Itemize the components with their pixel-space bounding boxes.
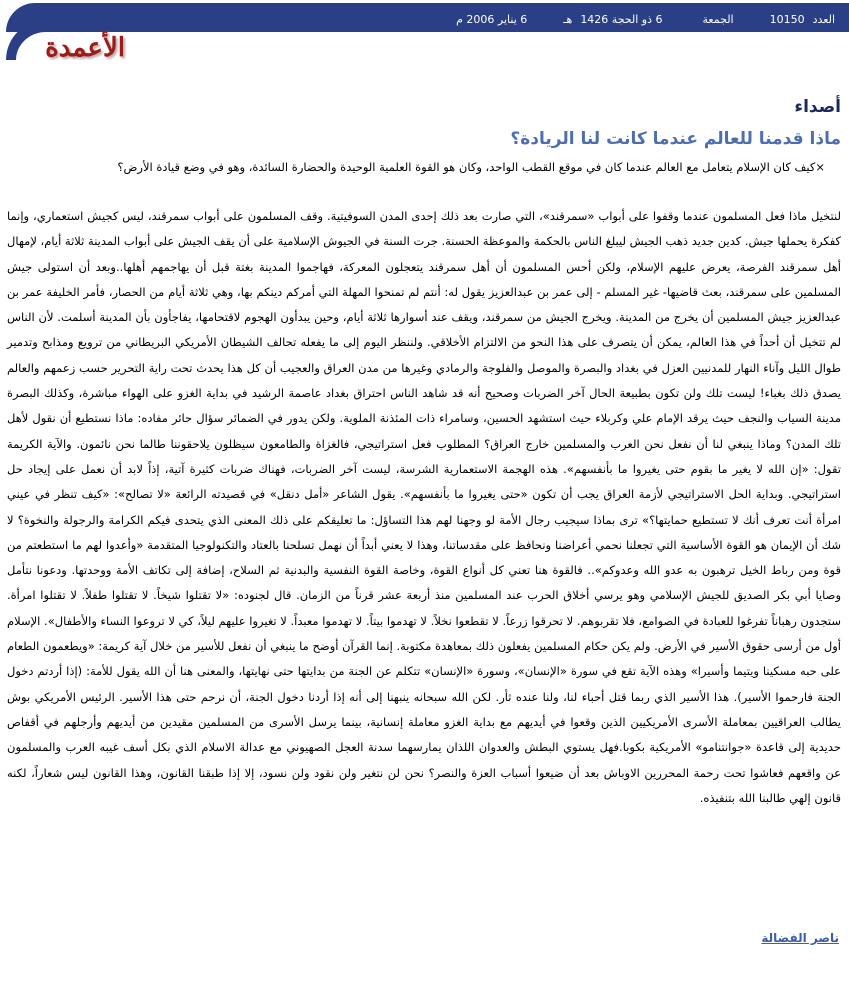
- section-title-logo: الأعمدة: [45, 33, 125, 63]
- hijri-suffix: هـ: [563, 13, 573, 26]
- issue-info: [456, 13, 835, 26]
- weekday: الجمعة: [702, 13, 734, 26]
- hijri-date: 6 ذو الحجة 1426: [580, 13, 663, 26]
- issue-label: العدد: [812, 13, 835, 26]
- article-headline: ماذا قدمنا للعالم عندما كانت لنا الريادة؟: [510, 129, 841, 149]
- column-name: أصداء: [794, 97, 841, 117]
- article-body: لنتخيل ماذا فعل المسلمون عندما وقفوا على أبواب «سمرقند»، التي صارت بعد ذلك إحدى المدن السوفيتية. وقف المسلمون على أبواب سمرقند، ليس كجيش استعماري، وإنما كفكرة يحملها جيش. كدين جديد ذهب الجيش ليبلغ الناس بالحكمة والموعظة الحسنة. جرت السنة في الجيوش الإسلامية على أن يقف الجيش على أبواب المدينة ثلاثة أيام، لإمهال أهل سمرقند الفرصة، يعرض عليهم الإسلام، ولكن أحس المسلمون أن أهل سمرقند يتعجلون المعركة، فهاجموا المدينة بغتة قبل أن يهاجمهم أهلها..وبعد أن استولى جيش المسلمين على سمرقند، بعث قاضيها- غير المسلم - إلى عمر بن عبدالعزيز يقول له: أنتم لم تمنحوا المهلة التي أمركم دينكم بها، وهي ثلاثة أيام من الحصار، فأمر الخليفة عمر بن عبدالعزيز جيش المسلمين أن يخرج من المدينة. ويخرج الجيش من سمرقند، ويقف عند أسوارها ثلاثة أيام، وحين يبدأون الهجوم لاقتحامها، يفاجأون بأن المدينة أسلمت. لأن الناس لم تتخيل أن أحداً في هذا العالم، يمكن أن يتصرف على هذا النحو من الالتزام الأخلاقي. ولننظر اليوم إلى ما يفعله تحالف الشيطان الأمريكي البريطاني من ترويع ومذابح وتدمير طوال الليل وآناء النهار للمدنيين العزل في بغداد والبصرة والموصل والفلوجة والرمادي وغيرها من مدن العراق والعجيب أن كل هذا يحدث تحت راية التحرير حسب زعمهم والعالم يصدق ذلك بغباء! ليست تلك ولن تكون بطبيعة الحال آخر الضربات وصحيح أنه قد شاهد الناس احتراق بغداد عاصمة الرشيد في بداية الغزو على الهواء مباشرة، وكذلك البصرة مدينة السياب والنجف حيث يرقد الإمام علي وكربلاء حيث استشهد الحسين، وسامراء ذات المئذنة الملوية. ولكن يدور في الضمائر سؤال حائر مفاده: ماذا نستطيع أن نقول لأهل تلك المدن؟ وماذا ينبغي لنا أن نفعل نحن العرب والمسلمين خارج العراق؟ المطلوب فعل استراتيجي، فالغزاة والطامعون سيظلون يلاحقوننا طالما نحن نائمون. والآية الكريمة تقول: «إن الله لا يغير ما بقوم حتى يغيروا ما بأنفسهم». هذه الهجمة الاستعمارية الشرسة، ليست آخر الضربات، فهناك ضربات كثيرة آتية، إذاً لابد أن نعمل على إيجاد حل استراتيجي. وبداية الحل الاستراتيجي لأزمة العراق يجب أن تكون «حتى يغيروا ما بأنفسهم». يقول الشاعر «أمل دنقل» في قصيدته الرائعة «لا تصالح»: «كيف تنظر في عيني امرأة أنت تعرف أنك لا تستطيع حمايتها؟» ترى بماذا سيجيب رجال الأمة لو وجهنا لهم هذا التساؤل: ما تعليقكم على ذلك المعنى الذي يتحدى فيكم الكرامة والرجولة والنخوة؟ لا شك أن الإيمان هو القوة الأساسية التي تجعلنا نحمي أعراضنا ونحافظ على مقدساتنا، وهذا لا يعني أبداً أن نهمل تسلحنا بالعتاد والتكنولوجيا المتقدمة «وأعدوا لهم ما استطعتم من قوة ومن رباط الخيل ترهبون به عدو الله وعدوكم».. فالقوة هنا تعني كل أنواع القوة، وخاصة القوة النفسية والبدنية ثم السلاح، إضافة إلى تكاتف الأمة ووحدتها. ودعونا نتأمل وصايا أبي بكر الصديق للجيش الإسلامي وهو يرسي أخلاق الحرب عند المسلمين منذ أربعة عشر قرناً من الزمان. قال لجنوده: «لا تقتلوا شيخاً. لا تقتلوا طفلاً. لا تقتلوا امرأة. ستجدون رهباناً تفرغوا للعبادة في الصوامع، فلا تقربوهم. لا تحرقوا زرعاً. لا تقطعوا نخلاً. لا تهدموا بيتاً. لا تهدموا معبداً. لا تغيروا عليهم ليلاً، كي لا تروعوا النساء والأطفال». الإسلام أول من أرسى حقوق الأسير في الأرض. ولم يكن حكام المسلمين يفعلون ذلك بمعاهدة مكتوبة. إنما القرآن أوضح ما ينبغي أن نفعل للأسير من خلال آية كريمة: «ويطعمون الطعام على حبه مسكينا ويتيما وأسيرا» وهذه الآية تقع في سورة «الإنسان»، وسورة «الإنسان» تتكلم عن الجنة من بدايتها حتى نهايتها، والمعنى هنا أن الله يقول للأمة: (إذا أردتم دخول الجنة فارحموا الأسير). هذا الأسير الذي ربما قتل أحباء لنا، ولنا عنده ثأر. لكن الله سبحانه ينبهنا إلى أنه إذا أردنا دخول الجنة، أن نرحم حتى هذا الأسير. الرئيس الأمريكي بوش يطالب العراقيين بمعاملة الأسرى الأمريكيين الذين وقعوا في أيديهم مع بداية الغزو معاملة إنسانية، بينما يرسل الأسرى من المسلمين مقيدين من أيديهم وأرجلهم في أقفاص حديدية إلى قاعدة «جوانتنامو» الأمريكية بكوبا.فهل يستوي البطش والعدوان اللذان يمارسهما سدنة العجل الصهيوني مع عدالة الاسلام الذي بكل أسف غيبه العرب والمسلمون عن واقعهم فعاشوا تحت رحمة المحررين الاوباش بعد أن ضيعوا أسباب العزة والنصر؟ نحن لن نتغير ولن نقود ولن نسود، إلا إذا طبقنا القانون، وهذا القانون ليس شعاراً، لكنه قانون إلهي طالبنا الله بتنفيذه.: [7, 209, 841, 805]
- date-bar: [6, 3, 849, 32]
- author-link[interactable]: ناصر الفضالة: [761, 931, 839, 945]
- article: [7, 92, 841, 811]
- issue-number: 10150: [769, 13, 805, 26]
- article-lede: ×كيف كان الإسلام يتعامل مع العالم عندما كان في موقع القطب الواحد، وكان هو القوة العلمية الوحيدة والحضارة السائدة، وهو في وضع قيادة الأرض؟: [117, 160, 825, 174]
- gregorian-date: 6 يناير 2006 م: [456, 13, 528, 26]
- masthead: [0, 0, 849, 72]
